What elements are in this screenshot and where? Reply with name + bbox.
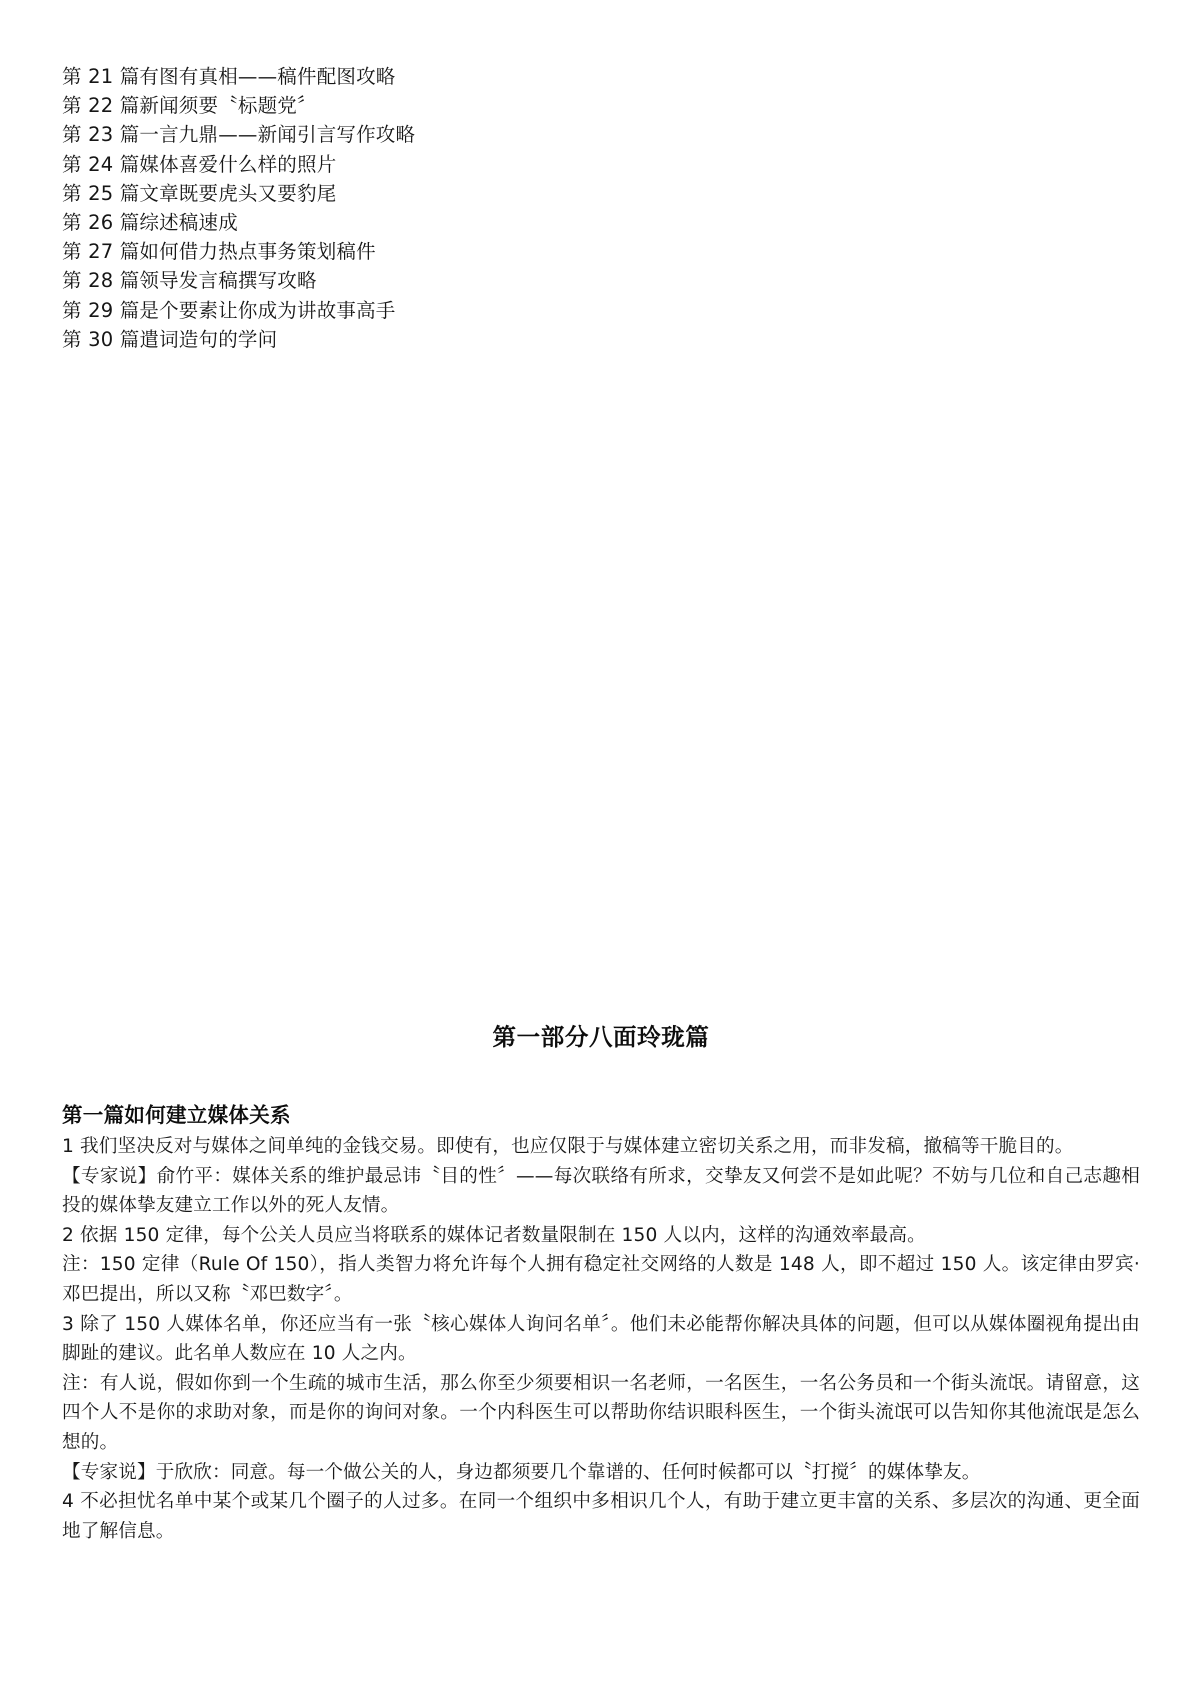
part-heading: 第一部分八面玲珑篇 (492, 1023, 710, 1051)
toc-entry: 第 26 篇综述稿速成 (62, 211, 238, 235)
body-paragraph: 2 依据 150 定律，每个公关人员应当将联系的媒体记者数量限制在 150 人以内，这样的沟通效率最高。 (62, 1224, 926, 1246)
toc-entry: 第 28 篇领导发言稿撰写攻略 (62, 269, 317, 293)
section-heading: 第一篇如何建立媒体关系 (62, 1103, 291, 1127)
toc-entry: 第 24 篇媒体喜爱什么样的照片 (62, 152, 337, 176)
body-paragraph: 3 除了 150 人媒体名单，你还应当有一张〝核心媒体人询问名单〞。他们未必能帮你解决具体的问题，但可以从媒体圈视角提出由脚趾的建议。此名单人数应在 10 人之内。 (62, 1313, 1140, 1365)
body-paragraph: 【专家说】俞竹平：媒体关系的维护最忌讳〝目的性〞——每次联络有所求，交挚友又何尝不是如此呢？不妨与几位和自己志趣相投的媒体挚友建立工作以外的死人友情。 (62, 1165, 1140, 1217)
body-paragraph: 4 不必担忧名单中某个或某几个圈子的人过多。在同一个组织中多相识几个人，有助于建立更丰富的关系、多层次的沟通、更全面地了解信息。 (62, 1491, 1140, 1542)
toc-entry: 第 23 篇一言九鼎——新闻引言写作攻略 (62, 123, 416, 147)
table-of-contents (62, 62, 1140, 354)
toc-entry: 第 22 篇新闻须要〝标题党〞 (62, 94, 317, 118)
toc-entry: 第 29 篇是个要素让你成为讲故事高手 (62, 298, 396, 322)
body-paragraph: 1 我们坚决反对与媒体之间单纯的金钱交易。即使有，也应仅限于与媒体建立密切关系之用，而非发稿，撤稿等干脆目的。 (62, 1136, 1074, 1157)
toc-entry: 第 27 篇如何借力热点事务策划稿件 (62, 240, 376, 264)
toc-entry: 第 21 篇有图有真相——稿件配图攻略 (62, 65, 396, 88)
body-paragraph: 注：有人说，假如你到一个生疏的城市生活，那么你至少须要相识一名老师，一名医生，一名公务员和一个街头流氓。请留意，这四个人不是你的求助对象，而是你的询问对象。一个内科医生可以帮助你结识眼科医生，一个街头流氓可以告知你其他流氓是怎么想的。 (62, 1372, 1140, 1453)
body-paragraph: 【专家说】于欣欣：同意。每一个做公关的人，身边都须要几个靠谱的、任何时候都可以〝打搅〞的媒体挚友。 (62, 1461, 981, 1483)
section-body (62, 1100, 1140, 1546)
toc-entry: 第 30 篇遣词造句的学问 (62, 327, 278, 351)
toc-entry: 第 25 篇文章既要虎头又要豹尾 (62, 181, 337, 205)
body-paragraph: 注：150 定律（Rule Of 150），指人类智力将允许每个人拥有稳定社交网络的人数是 148 人，即不超过 150 人。该定律由罗宾·邓巴提出，所以又称〝邓巴数字〞。 (62, 1254, 1140, 1305)
